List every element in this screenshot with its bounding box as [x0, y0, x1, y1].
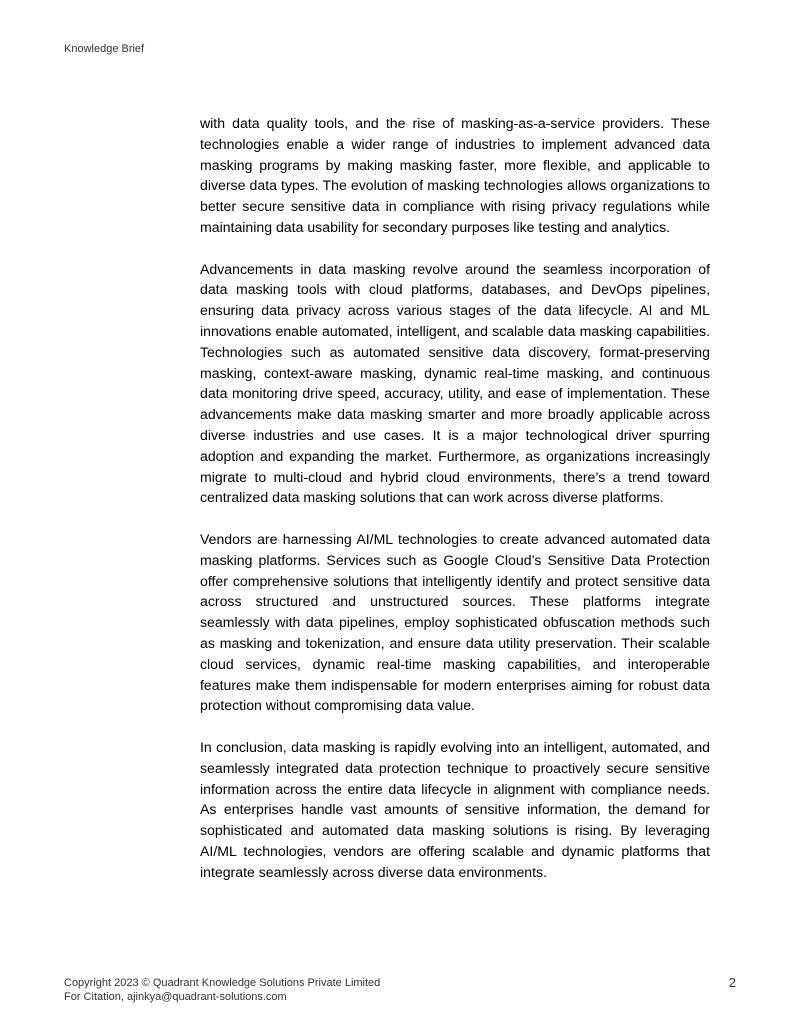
footer-text	[64, 976, 736, 1004]
page-header: Knowledge Brief	[64, 43, 145, 55]
paragraph: Advancements in data masking revolve around the seamless incorporation of data masking tools with cloud platforms, databases, and DevOps pipelines, ensuring data privacy across various stages of the data lifecycle. AI and ML innovations enable automated, intelligent, and scalable data masking capabilities. Technologies such as automated sensitive data discovery, format-preserving masking, context-aware masking, dynamic real-time masking, and continuous data monitoring drive speed, accuracy, utility, and ease of implementation. These advancements make data masking smarter and more broadly applicable across diverse industries and use cases. It is a major technological driver spurring adoption and expanding the market. Furthermore, as organizations increasingly migrate to multi-cloud and hybrid cloud environments, there’s a trend toward centralized data masking solutions that can work across diverse platforms.	[200, 260, 710, 506]
copyright-text: Copyright 2023 © Quadrant Knowledge Solutions Private Limited	[64, 977, 381, 989]
paragraph: In conclusion, data masking is rapidly evolving into an intelligent, automated, and seamlessly integrated data protection technique to proactively secure sensitive information across the entire data lifecycle in alignment with compliance needs. As enterprises handle vast amounts of sensitive information, the demand for sophisticated and automated data masking solutions is rising. By leveraging AI/ML technologies, vendors are offering scalable and dynamic platforms that integrate seamlessly across diverse data environments.	[200, 738, 710, 880]
body-content	[200, 113, 710, 903]
paragraph: with data quality tools, and the rise of masking-as-a-service providers. These technologies enable a wider range of industries to implement advanced data masking programs by making masking faster, more flexible, and applicable to diverse data types. The evolution of masking technologies allows organizations to better secure sensitive data in compliance with rising privacy regulations while maintaining data usability for secondary purposes like testing and analytics.	[200, 115, 710, 235]
page-footer	[64, 976, 736, 1004]
citation-text: For Citation, ajinkya@quadrant-solutions.com	[64, 991, 287, 1003]
paragraph: Vendors are harnessing AI/ML technologies to create advanced automated data masking platforms. Services such as Google Cloud’s Sensitive Data Protection offer comprehensive solutions that intelligently identify and protect sensitive data across structured and unstructured sources. These platforms integrate seamlessly with data pipelines, employ sophisticated obfuscation methods such as masking and tokenization, and ensure data utility preservation. Their scalable cloud services, dynamic real-time masking capabilities, and interoperable features make them indispensable for modern enterprises aiming for robust data protection without compromising data value.	[200, 530, 710, 714]
page-number: 2	[728, 975, 736, 990]
